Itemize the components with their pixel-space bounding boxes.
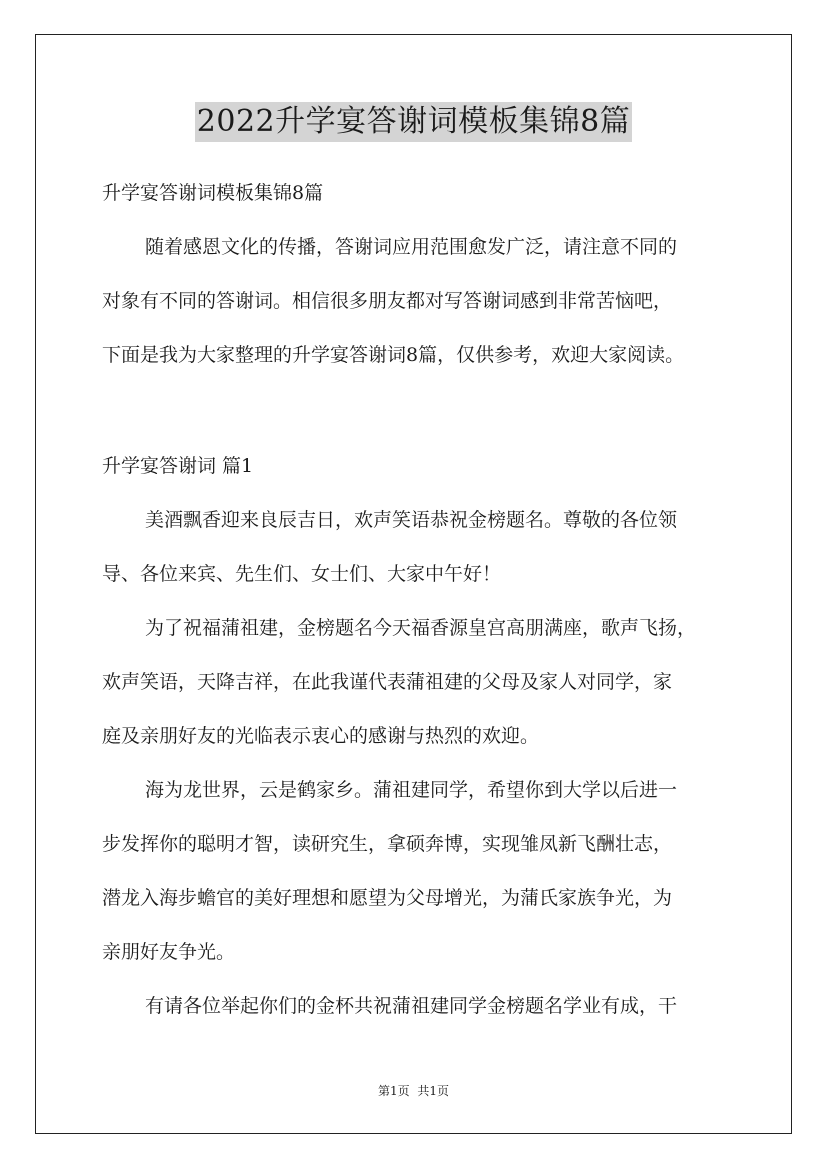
body-line: 欢声笑语，天降吉祥，在此我谨代表蒲祖建的父母及家人对同学，家 (102, 671, 673, 693)
intro-line: 对象有不同的答谢词。相信很多朋友都对写答谢词感到非常苦恼吧， (102, 290, 673, 312)
intro-line: 随着感恩文化的传播，答谢词应用范围愈发广泛，请注意不同的 (145, 236, 678, 258)
body-line: 美酒飘香迎来良辰吉日，欢声笑语恭祝金榜题名。尊敬的各位领 (145, 509, 678, 531)
body-line: 导、各位来宾、先生们、女士们、大家中午好！ (102, 563, 502, 585)
section-heading: 升学宴答谢词 篇1 (102, 455, 254, 477)
body-line: 步发挥你的聪明才智，读研究生，拿硕奔博，实现雏凤新飞酬壮志， (102, 833, 673, 855)
document-title: 2022升学宴答谢词模板集锦8篇 (195, 102, 632, 142)
document-subtitle: 升学宴答谢词模板集锦8篇 (102, 182, 324, 204)
page-footer (0, 1083, 827, 1099)
page-number: 第1页 (377, 1084, 410, 1098)
body-line: 潜龙入海步蟾官的美好理想和愿望为父母增光，为蒲氏家族争光，为 (102, 887, 673, 909)
body-line: 为了祝福蒲祖建，金榜题名今天福香源皇宫高朋满座，歌声飞扬， (145, 617, 697, 639)
body-line: 有请各位举起你们的金杯共祝蒲祖建同学金榜题名学业有成，干 (145, 995, 678, 1017)
intro-line: 下面是我为大家整理的升学宴答谢词8篇，仅供参考，欢迎大家阅读。 (102, 344, 685, 366)
page-total: 共1页 (417, 1084, 450, 1098)
body-line: 海为龙世界，云是鹤家乡。蒲祖建同学，希望你到大学以后进一 (145, 779, 678, 801)
body-line: 庭及亲朋好友的光临表示衷心的感谢与热烈的欢迎。 (102, 725, 540, 747)
title-container (0, 102, 827, 142)
body-line: 亲朋好友争光。 (102, 941, 236, 963)
